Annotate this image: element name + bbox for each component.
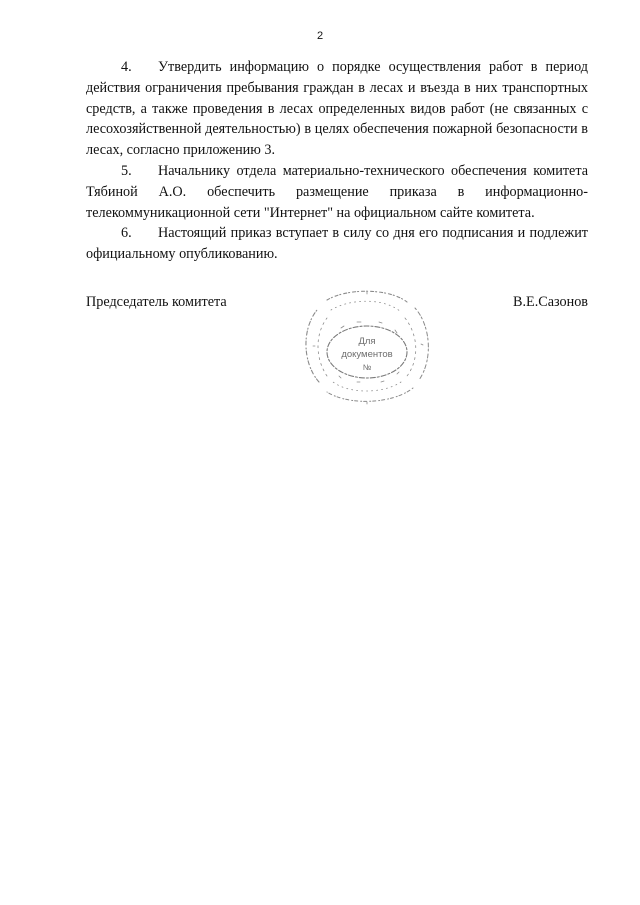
paragraph-4 (86, 57, 588, 161)
paragraph-text: Начальнику отдела материально-технического обеспечения комитета Тябиной А.О. обеспечить размещение приказа в информационно-телекоммуникационной сети "Интернет" на официальном сайте комитета. (86, 162, 588, 221)
signer-position: Председатель комитета (86, 294, 227, 310)
seal-text-line-1: Для (358, 336, 376, 347)
document-body (86, 57, 588, 265)
paragraph-text: Настоящий приказ вступает в силу со дня его подписания и подлежит официальному опубликованию. (86, 225, 588, 263)
paragraph-text: Утвердить информацию о порядке осуществления работ в период действия ограничения пребывания граждан в лесах и въезда в них транспортных средств, а также проведения в лесах определенных видов работ (не связанных с лесохозяйственной деятельностью) в целях обеспечения пожарной безопасности в лесах, согласно приложению 3. (86, 59, 588, 159)
seal-graphic (297, 284, 435, 410)
paragraph-6 (86, 223, 588, 265)
paragraph-number: 5. (121, 162, 132, 179)
paragraph-5 (86, 161, 588, 223)
paragraph-number: 4. (121, 59, 132, 75)
signer-name: В.Е.Сазонов (513, 294, 588, 310)
official-seal (297, 284, 435, 410)
paragraph-number: 6. (121, 225, 132, 242)
seal-text-line-3: № (362, 363, 372, 372)
page-number: 2 (316, 30, 324, 42)
seal-text-line-2: документов (341, 349, 393, 360)
